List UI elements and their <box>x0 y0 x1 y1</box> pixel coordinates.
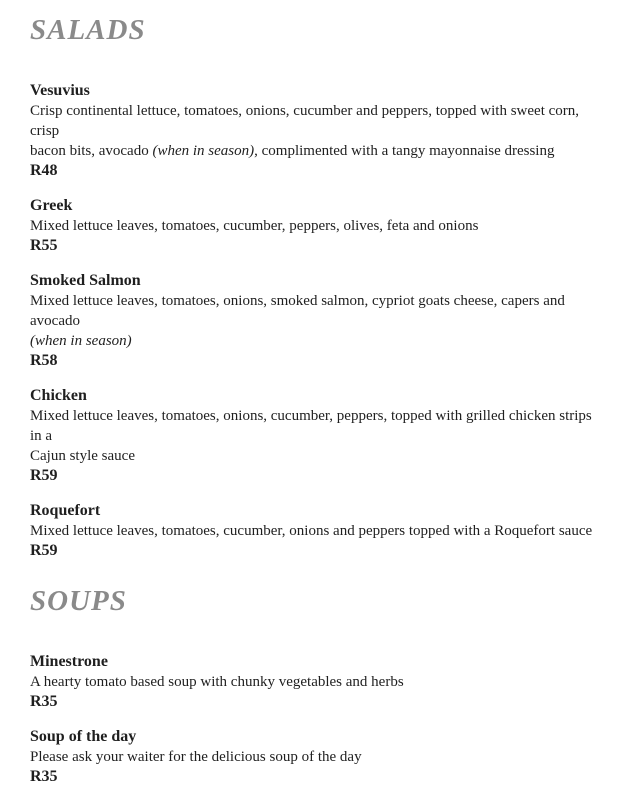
description-segment: Mixed lettuce leaves, tomatoes, onions, cucumber, peppers, topped with grilled chicken strips in a <box>30 408 592 444</box>
menu-section <box>30 587 595 787</box>
menu-item <box>30 81 595 181</box>
item-price: R59 <box>30 542 58 559</box>
section-items <box>30 652 595 787</box>
item-description <box>30 291 595 351</box>
description-segment: Please ask your waiter for the delicious soup of the day <box>30 749 362 765</box>
menu-sections <box>30 16 595 787</box>
item-description <box>30 406 595 466</box>
section-title: SALADS <box>30 14 146 46</box>
menu-item <box>30 271 595 371</box>
description-italic-segment: (when in season) <box>30 333 132 349</box>
menu-item <box>30 501 595 561</box>
item-description <box>30 672 595 692</box>
item-price: R55 <box>30 237 58 254</box>
item-description <box>30 101 595 161</box>
item-name: Vesuvius <box>30 82 90 99</box>
item-price: R35 <box>30 693 58 710</box>
section-items <box>30 81 595 561</box>
item-price: R48 <box>30 162 58 179</box>
menu-item <box>30 386 595 486</box>
item-name: Roquefort <box>30 502 101 519</box>
description-segment: bacon bits, avocado <box>30 143 153 159</box>
item-description <box>30 216 595 236</box>
section-title: SOUPS <box>30 585 127 617</box>
description-segment: Mixed lettuce leaves, tomatoes, onions, smoked salmon, cypriot goats cheese, capers and avocado <box>30 293 565 329</box>
menu-item <box>30 196 595 256</box>
description-segment: Cajun style sauce <box>30 448 135 464</box>
description-segment: Crisp continental lettuce, tomatoes, onions, cucumber and peppers, topped with sweet corn, crisp <box>30 103 580 139</box>
description-segment: Mixed lettuce leaves, tomatoes, cucumber, peppers, olives, feta and onions <box>30 218 479 234</box>
item-price: R58 <box>30 352 58 369</box>
menu-item <box>30 727 595 787</box>
item-price: R35 <box>30 768 58 785</box>
menu-section <box>30 16 595 561</box>
item-description <box>30 521 595 541</box>
description-segment: Mixed lettuce leaves, tomatoes, cucumber, onions and peppers topped with a Roquefort sauce <box>30 523 593 539</box>
item-price: R59 <box>30 467 58 484</box>
item-name: Soup of the day <box>30 728 137 745</box>
description-segment: A hearty tomato based soup with chunky vegetables and herbs <box>30 674 404 690</box>
item-name: Greek <box>30 197 73 214</box>
item-name: Minestrone <box>30 653 108 670</box>
item-name: Chicken <box>30 387 87 404</box>
item-name: Smoked Salmon <box>30 272 141 289</box>
item-description <box>30 747 595 767</box>
description-segment: , complimented with a tangy mayonnaise dressing <box>254 143 555 159</box>
description-italic-segment: (when in season) <box>152 143 255 159</box>
menu-item <box>30 652 595 712</box>
